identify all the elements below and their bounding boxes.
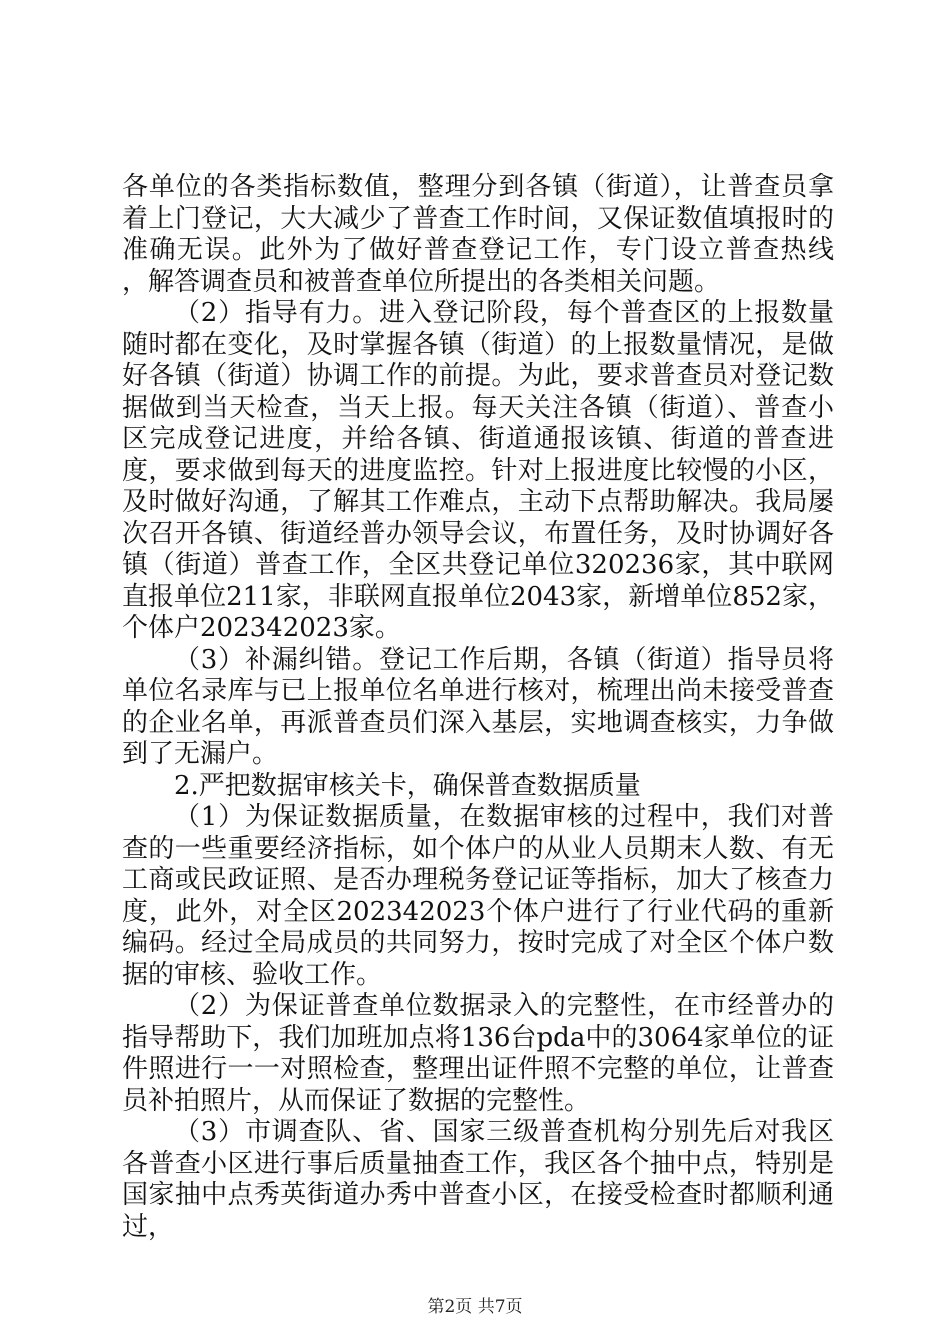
paragraph-data-quality: （1）为保证数据质量，在数据审核的过程中，我们对普查的一些重要经济指标，如个体户的从业人员期末人数、有无工商或民政证照、是否办理税务登记证等指标，加大了核查力度，此外，对全区202342023个体户进行了行业代码的重新编码。经过全局成员的共同努力，按时完成了对全区个体户数据的审核、验收工作。 xyxy=(122,802,834,990)
section-heading: 2.严把数据审核关卡，确保普查数据质量 xyxy=(174,770,641,801)
paragraph-continuation: 各单位的各类指标数值，整理分到各镇（街道），让普查员拿着上门登记，大大减少了普查工作时间，又保证数值填报时的准确无误。此外为了做好普查登记工作，专门设立普查热线 ，解答调查员和被普查单位所提出的各类相关问题。 xyxy=(122,172,887,297)
paragraph-guidance: （2）指导有力。进入登记阶段，每个普查区的上报数量随时都在变化，及时掌握各镇（街道）的上报数量情况，是做好各镇（街道）协调工作的前提。为此，要求普查员对登记数据做到当天检查，当天上报。每天关注各镇（街道）、普查小区完成登记进度，并给各镇、街道通报该镇、街道的普查进度，要求做到每天的进度监控。针对上报进度比较慢的小区，及时做好沟通，了解其工作难点，主动下点帮助解决。我局屡次召开各镇、街道经普办领导会议，布置任务，及时协调好各镇（街道）普查工作，全区共登记单位320236家，其中联网直报单位211家，非联网直报单位2043家，新增单位852家，个体户202342023家。 xyxy=(122,298,834,643)
paragraph-quality-check: （3）市调查队、省、国家三级普查机构分别先后对我区各普查小区进行事后质量抽查工作，我区各个抽中点，特别是国家抽中点秀英街道办秀中普查小区，在接受检查时都顺利通过， xyxy=(122,1117,834,1242)
page-footer: 第2页 共7页 xyxy=(427,1297,523,1317)
document-body xyxy=(122,172,887,1243)
paragraph-data-completeness: （2）为保证普查单位数据录入的完整性，在市经普办的指导帮助下，我们加班加点将136台pda中的3064家单位的证件照进行一一对照检查，整理出证件照不完整的单位，让普查员补拍照片，从而保证了数据的完整性。 xyxy=(122,991,834,1116)
paragraph-error-correction: （3）补漏纠错。登记工作后期，各镇（街道）指导员将单位名录库与已上报单位名单进行核对，梳理出尚未接受普查的企业名单，再派普查员们深入基层，实地调查核实，力争做到了无漏户。 xyxy=(122,644,834,769)
